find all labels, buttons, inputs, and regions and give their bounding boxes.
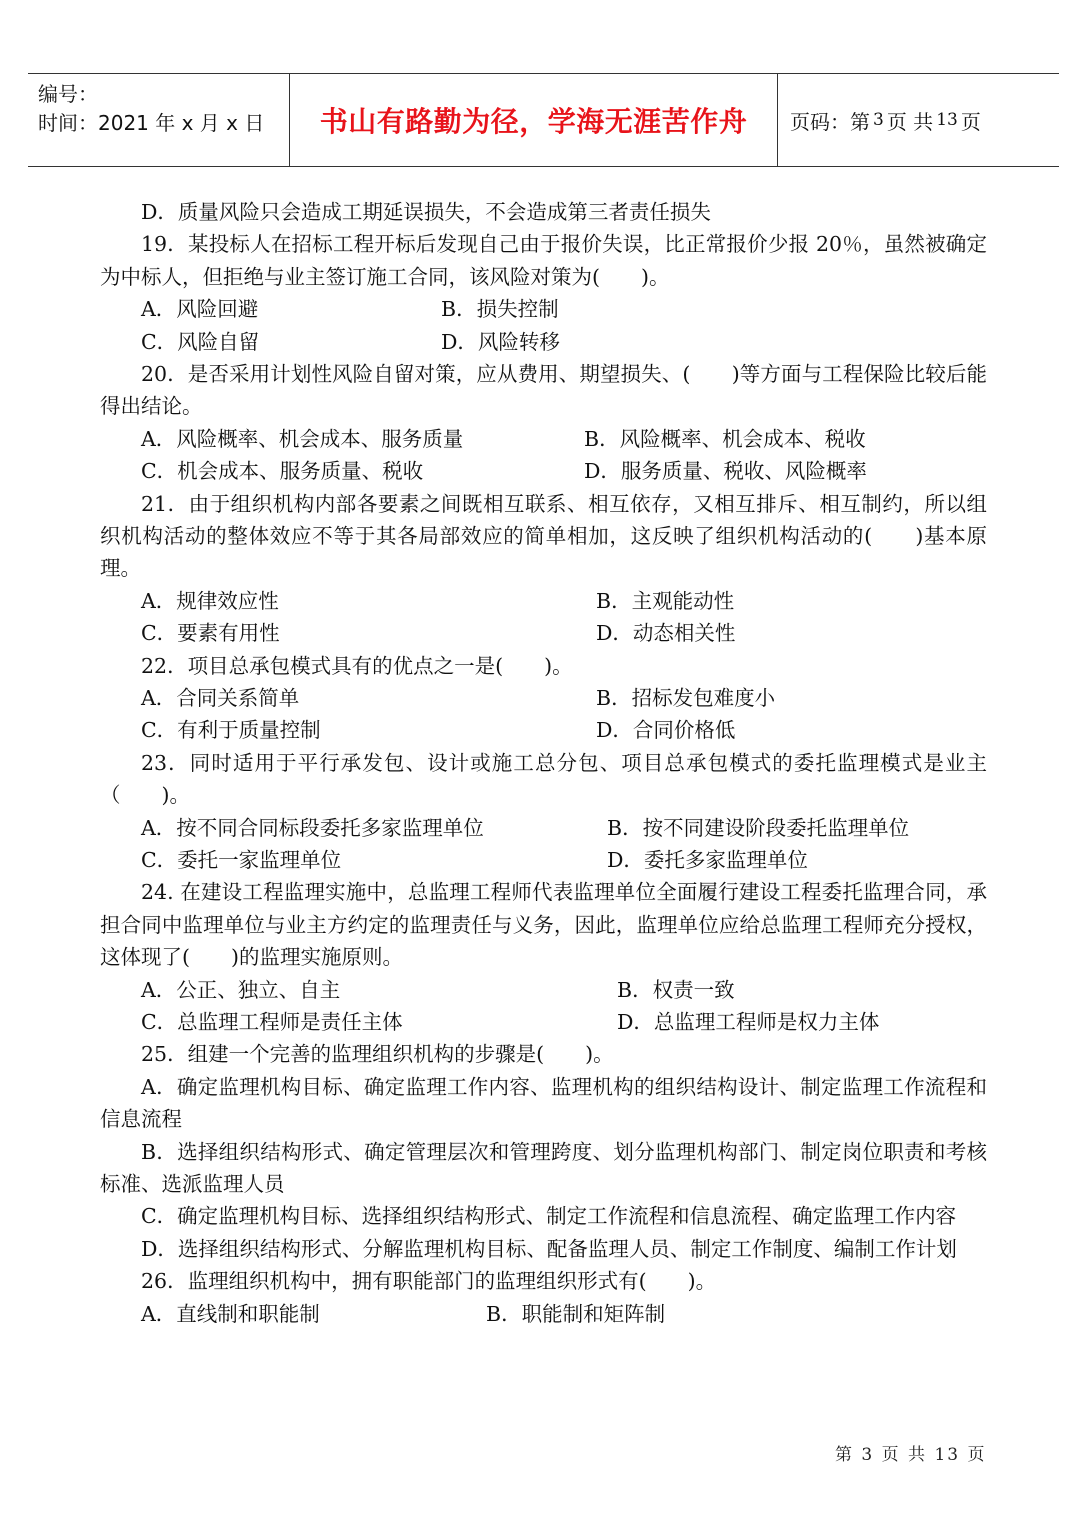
option-d: D．服务质量、税收、风险概率 bbox=[584, 459, 867, 484]
option-a: A．按不同合同标段委托多家监理单位 bbox=[141, 815, 484, 840]
header-table bbox=[28, 73, 1059, 167]
question-25: 25．组建一个完善的监理组织机构的步骤是( )。 bbox=[141, 1042, 614, 1067]
option-c: C．委托一家监理单位 bbox=[141, 847, 342, 872]
question-22-options-row2 bbox=[100, 714, 987, 746]
serial-label: 编号： bbox=[38, 82, 98, 106]
footer-mid: 页 共 bbox=[881, 1445, 928, 1465]
option-d: D．风险转移 bbox=[441, 329, 560, 354]
option-b: B．主观能动性 bbox=[596, 588, 735, 613]
option-a: A．规律效应性 bbox=[141, 588, 279, 613]
footer-prefix: 第 bbox=[835, 1445, 854, 1465]
footer-current: 3 bbox=[861, 1445, 875, 1465]
question-20-options-row2 bbox=[100, 455, 987, 487]
option-b: B．招标发包难度小 bbox=[596, 686, 776, 710]
page-footer bbox=[835, 1440, 987, 1465]
question-23-options-row1 bbox=[100, 812, 987, 844]
question-21-options-row1 bbox=[100, 585, 987, 617]
question-23-options-row2 bbox=[100, 844, 987, 876]
option-a: A．风险回避 bbox=[141, 297, 259, 322]
page-prefix: 页码：第 bbox=[790, 109, 870, 134]
question-24-options-row2 bbox=[100, 1006, 987, 1038]
question-24: 24. 在建设工程监理实施中，总监理工程师代表监理单位全面履行建设工程委托监理合同，承担合同中监理单位与业主方约定的监理责任与义务，因此，监理单位应给总监理工程师充分授权，这体现了( )的监理实施原则。 bbox=[100, 880, 987, 970]
motto: 书山有路勤为径，学海无涯苦作舟 bbox=[290, 74, 778, 166]
page-total: 13 bbox=[936, 110, 958, 130]
question-18-option-d: D．质量风险只会造成工期延误损失，不会造成第三者责任损失 bbox=[141, 200, 711, 224]
option-c: C．风险自留 bbox=[141, 329, 260, 354]
question-23: 23．同时适用于平行承发包、设计或施工总分包、项目总承包模式的委托监理模式是业主（ )。 bbox=[100, 750, 987, 808]
option-c: C．有利于质量控制 bbox=[141, 718, 321, 743]
option-d: D．动态相关性 bbox=[596, 621, 736, 646]
question-19-options-row1 bbox=[100, 293, 987, 325]
question-20: 20．是否采用计划性风险自留对策，应从费用、期望损失、( )等方面与工程保险比较后能得出结论。 bbox=[100, 362, 987, 419]
document-body bbox=[100, 196, 987, 1330]
question-21-options-row2 bbox=[100, 617, 987, 649]
page-suffix: 页 bbox=[960, 109, 981, 134]
question-25-option-c: C．确定监理机构目标、选择组织结构形式、制定工作流程和信息流程、确定监理工作内容 bbox=[141, 1204, 957, 1229]
option-c: C．要素有用性 bbox=[141, 621, 280, 646]
question-21: 21．由于组织机构内部各要素之间既相互联系、相互依存，又相互排斥、相互制约，所以组织机构活动的整体效应不等于其各局部效应的简单相加，这反映了组织机构活动的( )基本原理。 bbox=[100, 491, 987, 581]
question-19: 19．某投标人在招标工程开标后发现自己由于报价失误，比正常报价少报 20％，虽然被确定为中标人，但拒绝与业主签订施工合同，该风险对策为( )。 bbox=[100, 232, 987, 289]
question-25-option-b: B．选择组织结构形式、确定管理层次和管理跨度、划分监理机构部门、制定岗位职责和考核标准、选派监理人员 bbox=[100, 1139, 987, 1196]
question-22-options-row1 bbox=[100, 682, 987, 714]
header-page-indicator bbox=[778, 74, 1059, 166]
question-26-options-row1 bbox=[100, 1298, 987, 1330]
option-b: B．风险概率、机会成本、税收 bbox=[584, 426, 866, 451]
question-25-option-a: A．确定监理机构目标、确定监理工作内容、监理机构的组织结构设计、制定监理工作流程和信息流程 bbox=[100, 1074, 987, 1132]
footer-total: 13 bbox=[934, 1445, 961, 1465]
question-26: 26．监理组织机构中，拥有职能部门的监理组织形式有( )。 bbox=[141, 1269, 717, 1294]
question-20-options-row1 bbox=[100, 423, 987, 455]
option-b: B．按不同建设阶段委托监理单位 bbox=[607, 815, 910, 840]
option-d: D．总监理工程师是权力主体 bbox=[617, 1009, 880, 1034]
option-d: D．合同价格低 bbox=[596, 718, 736, 743]
option-c: C．总监理工程师是责任主体 bbox=[141, 1009, 403, 1034]
question-22: 22．项目总承包模式具有的优点之一是( )。 bbox=[141, 653, 573, 678]
option-d: D．委托多家监理单位 bbox=[607, 847, 808, 872]
option-b: B．权责一致 bbox=[617, 977, 735, 1002]
time-label: 时间：2021 年 x 月 x 日 bbox=[38, 111, 265, 135]
question-25-option-d: D．选择组织结构形式、分解监理机构目标、配备监理人员、制定工作制度、编制工作计划 bbox=[141, 1236, 957, 1261]
option-a: A．合同关系简单 bbox=[141, 686, 300, 710]
question-24-options-row1 bbox=[100, 974, 987, 1006]
question-19-options-row2 bbox=[100, 326, 987, 358]
page-mid: 页 共 bbox=[886, 109, 934, 134]
option-b: B．损失控制 bbox=[441, 297, 559, 322]
footer-suffix: 页 bbox=[967, 1445, 987, 1465]
header-left-cell bbox=[28, 74, 290, 166]
option-a: A．公正、独立、自主 bbox=[141, 977, 341, 1002]
option-a: A．风险概率、机会成本、服务质量 bbox=[141, 426, 464, 451]
option-b: B．职能制和矩阵制 bbox=[486, 1301, 666, 1326]
page-current: 3 bbox=[873, 110, 884, 130]
option-c: C．机会成本、服务质量、税收 bbox=[141, 459, 424, 484]
option-a: A．直线制和职能制 bbox=[141, 1301, 320, 1326]
